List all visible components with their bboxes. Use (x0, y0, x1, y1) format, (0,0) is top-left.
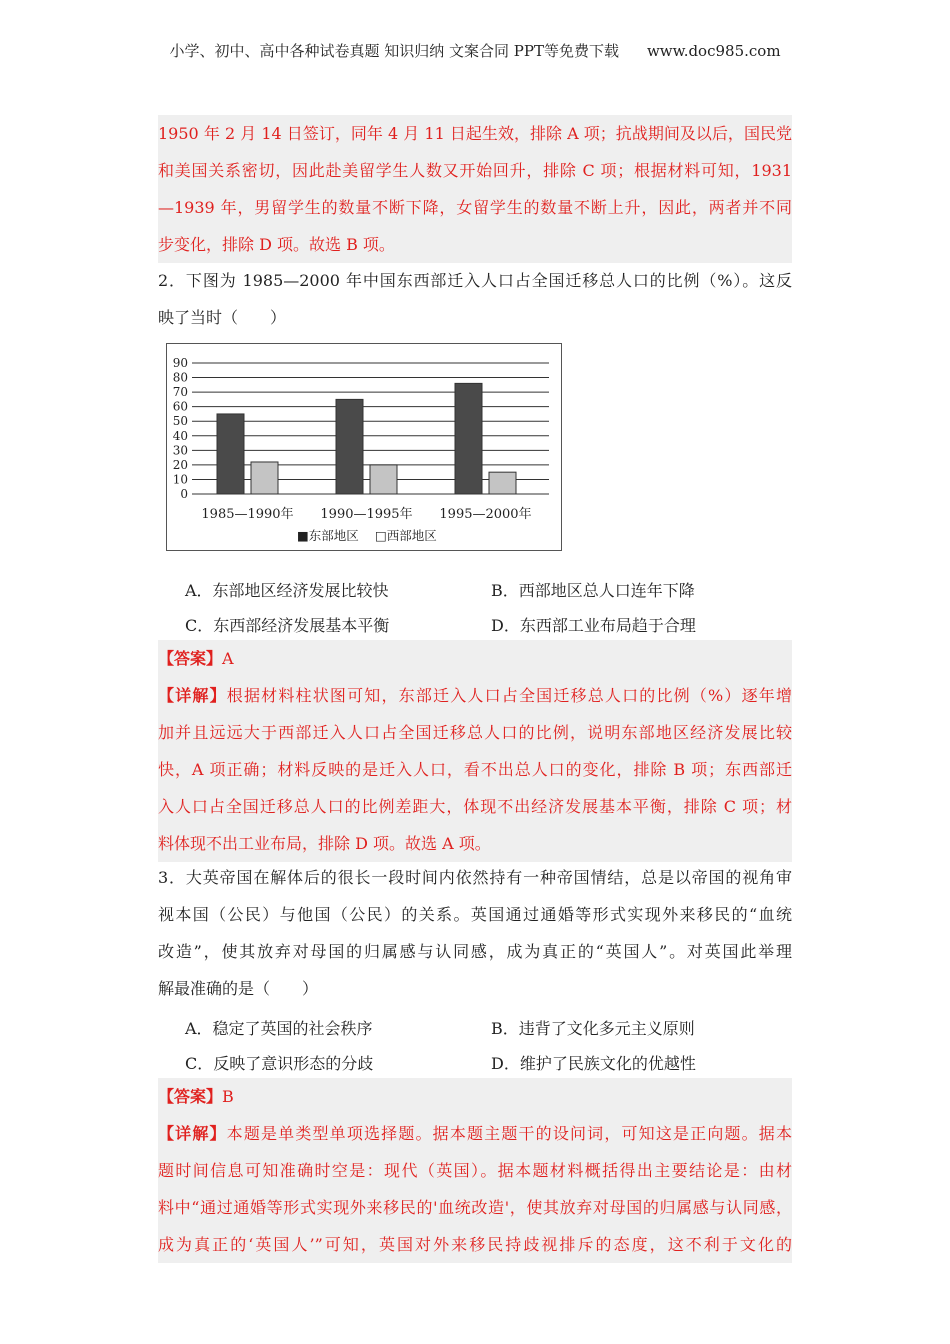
bar-west (370, 465, 397, 494)
page-header (0, 40, 950, 61)
y-tick-label: 50 (172, 414, 188, 429)
y-tick-label: 30 (172, 443, 188, 458)
bar-west (251, 462, 278, 494)
prev-line: 1950 年 2 月 14 日签订，同年 4 月 11 日起生效，排除 A 项；抗战期间及以后，国民党 (158, 124, 792, 143)
y-tick-label: 60 (172, 399, 188, 414)
q2-option-c[interactable]: C．东西部经济发展基本平衡 (185, 616, 390, 635)
detail-tag: 【详解】 (158, 1124, 227, 1143)
header-text: 小学、初中、高中各种试卷真题 知识归纳 文案合同 PPT等免费下载 (169, 42, 619, 60)
q3-answer (158, 1078, 792, 1115)
q2-option-a[interactable]: A．东部地区经济发展比较快 (185, 581, 389, 600)
q2-answer-block (158, 640, 792, 862)
bar-west (489, 472, 516, 494)
chart-svg (167, 344, 563, 552)
y-tick-label: 80 (172, 370, 188, 385)
prev-line: 步变化，排除 D 项。故选 B 项。 (158, 235, 395, 254)
legend-item: ■东部地区 (297, 528, 359, 543)
bar-east (217, 414, 244, 494)
y-tick-label: 20 (172, 457, 188, 472)
q3-stem-line: 3．大英帝国在解体后的很长一段时间内依然持有一种帝国情结，总是以帝国的视角审 (158, 868, 792, 887)
x-category-label: 1985—1990年 (201, 507, 294, 522)
prev-line: 和美国关系密切，因此赴美留学生人数又开始回升，排除 C 项；根据材料可知，1931 (158, 161, 792, 180)
q2-detail-line: 料体现不出工业布局，排除 D 项。故选 A 项。 (158, 834, 491, 853)
bar-east (455, 383, 482, 494)
q3-detail-line: 成为真正的‘英国人’”可知，英国对外来移民持歧视排斥的态度，这不利于文化的 (158, 1235, 792, 1254)
q3-stem-line: 改造”，使其放弃对母国的归属感与认同感，成为真正的“英国人”。对英国此举理 (158, 942, 792, 961)
q2-answer (158, 640, 792, 677)
q2-stem-line: 2．下图为 1985—2000 年中国东西部迁入人口占全国迁移总人口的比例（%）。这反 (158, 271, 792, 290)
answer-tag: 【答案】 (158, 649, 223, 668)
q2-detail-line: 入人口占全国迁移总人口的比例差距大，体现不出经济发展基本平衡，排除 C 项；材 (158, 797, 792, 816)
q2-option-b[interactable]: B．西部地区总人口连年下降 (491, 581, 695, 600)
q2-detail-line: 快，A 项正确；材料反映的是迁入人口，看不出总人口的变化，排除 B 项；东西部迁 (158, 760, 792, 779)
answer-value: B (222, 1087, 234, 1106)
prev-line: —1939 年，男留学生的数量不断下降，女留学生的数量不断上升，因此，两者并不同 (158, 198, 792, 217)
q3-stem-line: 视本国（公民）与他国（公民）的关系。英国通过通婚等形式实现外来移民的“血统 (158, 905, 792, 924)
q3-option-a[interactable]: A．稳定了英国的社会秩序 (185, 1019, 373, 1038)
q3-stem-line: 解最准确的是（ ） (158, 979, 319, 998)
x-category-label: 1995—2000年 (439, 507, 532, 522)
q2-detail-line: 加并且远远大于西部迁入人口占全国迁移总人口的比例，说明东部地区经济发展比较 (158, 723, 792, 742)
detail-tag: 【详解】 (158, 686, 227, 705)
prev-explanation (158, 115, 792, 263)
y-tick-label: 70 (172, 385, 188, 400)
q2-stem-line: 映了当时（ ） (158, 308, 287, 327)
q3-stem (158, 859, 792, 1007)
q3-detail-line: 料中“通过通婚等形式实现外来移民的'血统改造'，使其放弃对母国的归属感与认同感， (158, 1198, 792, 1217)
q3-answer-block (158, 1078, 792, 1263)
y-tick-label: 40 (172, 428, 188, 443)
answer-value: A (222, 649, 234, 668)
legend-item: □西部地区 (375, 528, 437, 543)
q2-detail-line: 【详解】根据材料柱状图可知，东部迁入人口占全国迁移总人口的比例（%）逐年增 (158, 686, 792, 705)
q3-option-d[interactable]: D．维护了民族文化的优越性 (491, 1054, 696, 1073)
y-tick-label: 10 (172, 472, 188, 487)
q3-detail-line: 题时间信息可知准确时空是：现代（英国）。据本题材料概括得出主要结论是：由材 (158, 1161, 792, 1180)
x-category-label: 1990—1995年 (320, 507, 413, 522)
q3-option-b[interactable]: B．违背了文化多元主义原则 (491, 1019, 695, 1038)
header-site[interactable]: www.doc985.com (646, 42, 781, 60)
q2-stem (158, 262, 792, 336)
q2-option-d[interactable]: D．东西部工业布局趋于合理 (491, 616, 696, 635)
y-tick-label: 0 (180, 487, 188, 501)
migration-chart (166, 343, 562, 551)
q3-option-c[interactable]: C．反映了意识形态的分歧 (185, 1054, 374, 1073)
bar-east (336, 399, 363, 494)
q3-detail-line: 【详解】本题是单类型单项选择题。据本题主题干的设问词，可知这是正向题。据本 (158, 1124, 792, 1143)
answer-tag: 【答案】 (158, 1087, 223, 1106)
y-tick-label: 90 (172, 356, 188, 370)
